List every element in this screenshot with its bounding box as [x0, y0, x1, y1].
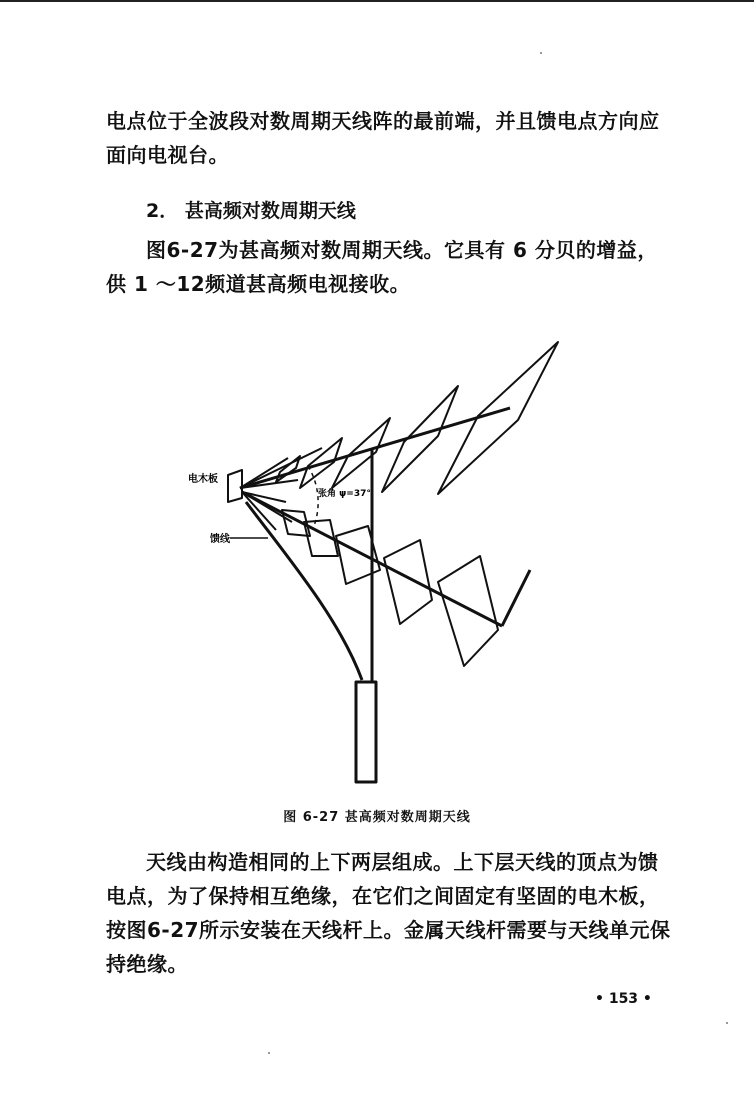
body-paragraph-1: 电点位于全波段对数周期天线阵的最前端，并且馈电点方向应面向电视台。 — [106, 109, 660, 167]
page-number: • 153 • — [595, 991, 652, 1007]
body-paragraph-3: 天线由构造相同的上下两层组成。上下层天线的顶点为馈电点，为了保持相互绝缘，在它们之间固定有坚固的电木板，按图6-27所示安装在天线杆上。金属天线杆需要与天线单元保持绝缘。 — [106, 850, 671, 976]
body-paragraph-2: 图6-27为甚高频对数周期天线。它具有 6 分贝的增益，供 1 ～12频道甚高频电视接收。 — [106, 238, 658, 296]
feeder-label: 馈线 — [210, 534, 230, 545]
antenna-mast — [356, 682, 376, 782]
top-border-line — [0, 0, 754, 2]
figure-caption: 图 6-27 甚高频对数周期天线 — [283, 810, 471, 825]
section-heading: 2． 甚高频对数周期天线 — [146, 200, 356, 222]
upper-element-5 — [438, 342, 558, 494]
feeder-cable — [246, 502, 362, 680]
lower-element-5 — [438, 556, 498, 666]
insulating-board — [228, 470, 242, 502]
antenna-figure — [180, 330, 580, 790]
angle-label: 张角 ψ=37° — [318, 489, 371, 499]
board-label: 电木板 — [188, 474, 218, 485]
lower-element-4 — [384, 540, 432, 624]
scan-speck — [540, 52, 542, 54]
scan-speck — [726, 1022, 728, 1024]
lower-boom-tip — [502, 570, 530, 626]
scan-speck — [268, 1052, 270, 1054]
upper-boom — [240, 408, 510, 488]
